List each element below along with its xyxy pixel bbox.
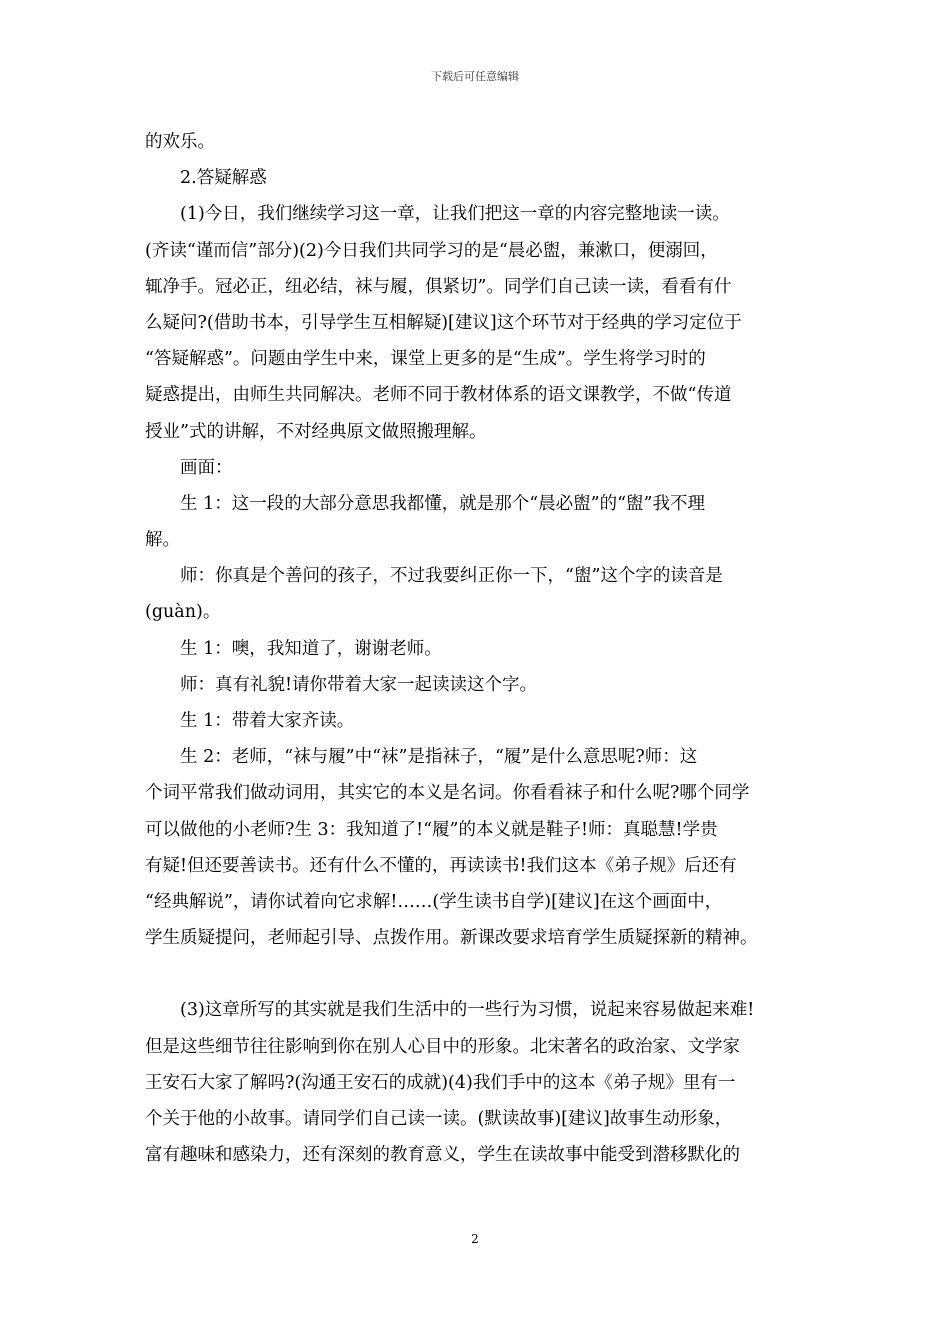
text-line: 疑惑提出，由师生共同解决。老师不同于教材体系的语文课教学，不做“传道: [145, 385, 732, 406]
text-line: 生 2：老师，“袜与履”中“袜”是指袜子，“履”是什么意思呢?师：这: [145, 747, 698, 768]
text-line: 个关于他的小故事。请同学们自己读一读。(默读故事)[建议]故事生动形象，: [145, 1108, 733, 1129]
text-line: (3)这章所写的其实就是我们生活中的一些行为习惯，说起来容易做起来难!: [145, 1000, 755, 1021]
text-line: 富有趣味和感染力，还有深刻的教育意义，学生在读故事中能受到潜移默化的: [145, 1145, 740, 1166]
text-line: 师：你真是个善问的孩子，不过我要纠正你一下，“盥”这个字的读音是: [145, 566, 723, 587]
document-body: [145, 124, 811, 1173]
text-line: 生 1：带着大家齐读。: [145, 711, 355, 731]
text-line: 王安石大家了解吗?(沟通王安石的成就)(4)我们手中的这本《弟子规》里有一: [145, 1072, 736, 1093]
text-line: (1)今日，我们继续学习这一章，让我们把这一章的内容完整地读一读。: [145, 204, 730, 225]
text-line: 辄净手。冠必正，纽必结，袜与履，俱紧切”。同学们自己读一读，看看有什: [145, 276, 732, 297]
text-line: “答疑解惑”。问题由学生中来，课堂上更多的是“生成”。学生将学习时的: [145, 349, 706, 370]
page-number: 2: [471, 1232, 479, 1246]
text-line: 么疑问?(借助书本，引导学生互相解疑)[建议]这个环节对于经典的学习定位于: [145, 312, 742, 333]
text-line: “经典解说”，请你试着向它求解!……(学生读书自学)[建议]在这个画面中，: [145, 891, 723, 912]
text-line: (齐读“谨而信”部分)(2)今日我们共同学习的是“晨必盥，兼漱口，便溺回，: [145, 240, 718, 261]
text-line: 但是这些细节往往影响到你在别人心目中的形象。北宋著名的政治家、文学家: [145, 1036, 740, 1057]
page-header: 下载后可任意编辑: [431, 70, 519, 83]
text-line: 授业”式的讲解，不对经典原文做照搬理解。: [145, 421, 487, 442]
text-line: (guàn)。: [145, 602, 221, 623]
text-line: 个词平常我们做动词用，其实它的本义是名词。你看看袜子和什么呢?哪个同学: [145, 783, 750, 804]
text-line: 学生质疑提问，老师起引导、点拨作用。新课改要求培育学生质疑探新的精神。: [145, 928, 758, 949]
text-line: 画面：: [145, 457, 233, 478]
text-line: 的欢乐。: [145, 132, 215, 152]
text-line: 可以做他的小老师?生 3：我知道了!“履”的本义就是鞋子!师：真聪慧!学贵: [145, 819, 718, 840]
text-line: 2.答疑解惑: [145, 168, 267, 189]
text-line: 有疑!但还要善读书。还有什么不懂的，再读读书!我们这本《弟子规》后还有: [145, 855, 737, 876]
text-line: 解。: [145, 530, 180, 551]
text-line: 师：真有礼貌!请你带着大家一起读读这个字。: [145, 674, 538, 695]
text-line: 生 1：这一段的大部分意思我都懂，就是那个“晨必盥”的“盥”我不理: [145, 493, 705, 514]
text-line: 生 1：噢，我知道了，谢谢老师。: [145, 638, 442, 659]
paragraph-gap: [145, 956, 811, 992]
